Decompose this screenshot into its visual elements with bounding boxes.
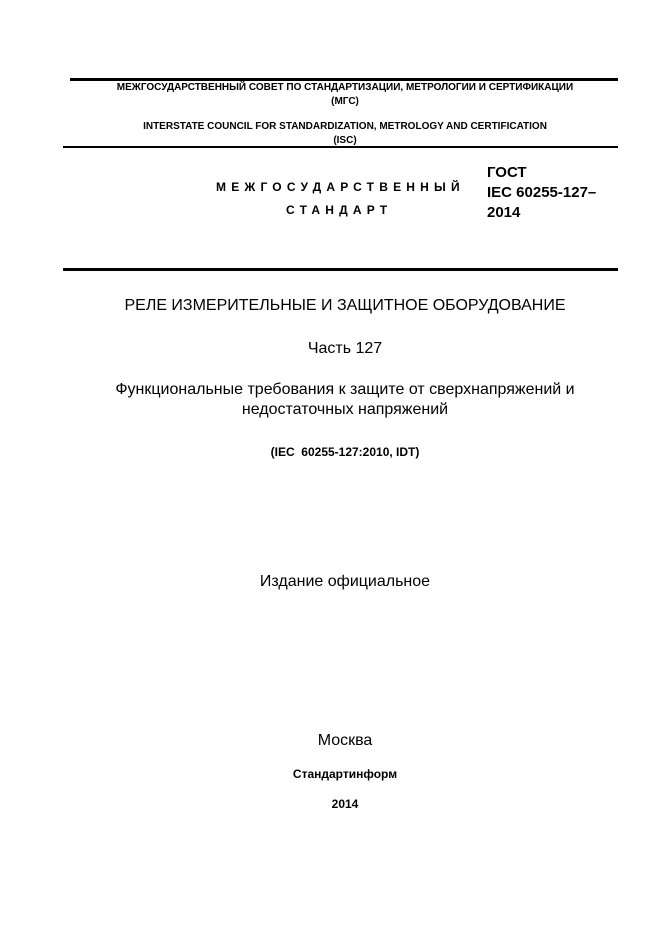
- council-ru: [70, 81, 620, 109]
- council-en-line1: INTERSTATE COUNCIL FOR STANDARDIZATION, METROLOGY AND CERTIFICATION: [143, 121, 547, 132]
- council-en: [70, 120, 620, 148]
- part-title: Часть 127: [307, 340, 383, 357]
- title-rule: [63, 268, 618, 271]
- main-title: РЕЛЕ ИЗМЕРИТЕЛЬНЫЕ И ЗАЩИТНОЕ ОБОРУДОВАНИЕ: [124, 297, 566, 314]
- iec-reference: (IEC 60255-127:2010, IDT): [270, 445, 420, 459]
- gost-number-line1: IEC 60255-127–: [487, 184, 597, 201]
- standard-type-line2: СТАНДАРТ: [286, 203, 393, 217]
- year: 2014: [331, 797, 359, 811]
- subtitle-line2: недостаточных напряжений: [241, 401, 449, 418]
- gost-number-line2: 2014: [487, 204, 521, 221]
- city: Москва: [317, 732, 373, 749]
- subtitle-line1: Функциональные требования к защите от сверхнапряжений и: [115, 381, 575, 398]
- edition-label: Издание официальное: [259, 573, 431, 590]
- council-ru-line1: МЕЖГОСУДАРСТВЕННЫЙ СОВЕТ ПО СТАНДАРТИЗАЦИИ, МЕТРОЛОГИИ И СЕРТИФИКАЦИИ: [116, 82, 574, 93]
- gost-label: ГОСТ: [487, 164, 527, 181]
- subtitle: [70, 380, 620, 420]
- council-ru-line2: (МГС): [331, 96, 359, 107]
- council-en-line2: (ISC): [333, 135, 357, 146]
- gost-designation: [487, 163, 596, 223]
- council-rule: [63, 146, 618, 148]
- standard-type-line1: МЕЖГОСУДАРСТВЕННЫЙ: [216, 180, 465, 194]
- publisher: Стандартинформ: [292, 767, 398, 781]
